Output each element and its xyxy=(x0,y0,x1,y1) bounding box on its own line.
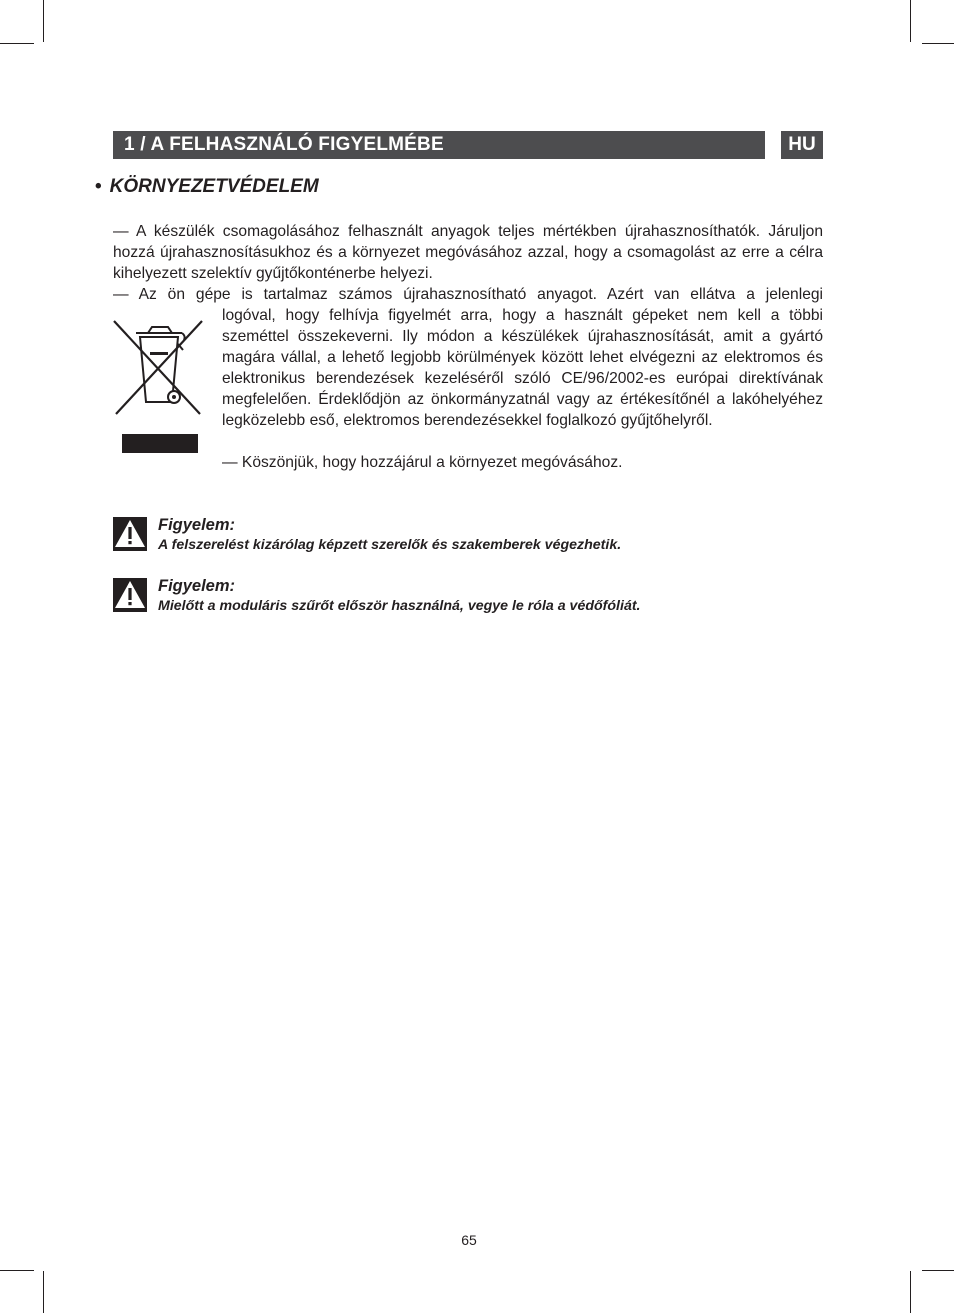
crop-mark xyxy=(43,1271,44,1313)
warning-text: Mielőtt a moduláris szűrőt először használná, vegye le róla a védőfóliát. xyxy=(158,598,641,614)
crop-mark xyxy=(43,0,44,42)
crossed-out-wheelie-bin-icon xyxy=(112,318,206,418)
paragraph-recycling-first-line: — Az ön gépe is tartalmaz számos újrahasznosítható anyagot. Azért van ellátva a jelenlegi xyxy=(113,286,823,303)
crop-mark xyxy=(910,0,911,42)
language-code: HU xyxy=(788,134,816,155)
warning-text: A felszerelést kizárólag képzett szerelők és szakemberek végezhetik. xyxy=(158,537,622,553)
chapter-title: 1 / A FELHASZNÁLÓ FIGYELMÉBE xyxy=(124,134,444,155)
crop-mark xyxy=(0,43,34,44)
crop-mark xyxy=(922,1270,954,1271)
page-number: 65 xyxy=(461,1232,477,1248)
paragraph-thanks: — Köszönjük, hogy hozzájárul a környezet megóvásához. xyxy=(222,454,623,471)
paragraph-packaging: — A készülék csomagolásához felhasznált anyagok teljes mértékben újrahasznosíthatók. Járuljon hozzá újrahasznosításukhoz és a környezet megóvásához azzal, hogy a csomagolást az erre a célra kihelyezett szelektív gyűjtőkonténerbe helyezi. xyxy=(113,223,823,282)
crop-mark xyxy=(922,43,954,44)
warning-triangle-icon xyxy=(113,517,147,551)
section-heading xyxy=(95,175,319,199)
warning-title: Figyelem: xyxy=(158,577,236,595)
weee-black-bar xyxy=(122,434,198,453)
language-badge xyxy=(781,131,823,159)
warning-title: Figyelem: xyxy=(158,516,236,534)
crop-mark xyxy=(0,1270,34,1271)
crop-mark xyxy=(910,1271,911,1313)
paragraph-recycling: logóval, hogy felhívja figyelmét arra, hogy a használt gépeket nem kell a többi szeméttel összekeverni. Ily módon a készülékek újrahasznosítását, amit a gyártó magára vállal, a lehető legjobb körülmények között lehet elvégezni az elektromos és elektronikus berendezések kezeléséről szóló CE/96/2002-es európai direktívának megfelelően. Érdeklődjön az önkormányzatnál vagy az értékesítőnél a lakóhelyéhez legközelebb eső, elektromos berendezésekkel foglalkozó gyűjtőhelyről. xyxy=(222,307,823,429)
warning-triangle-icon xyxy=(113,578,147,612)
section-title: KÖRNYEZETVÉDELEM xyxy=(109,176,319,197)
bullet: • xyxy=(95,176,102,197)
chapter-header xyxy=(113,131,765,159)
